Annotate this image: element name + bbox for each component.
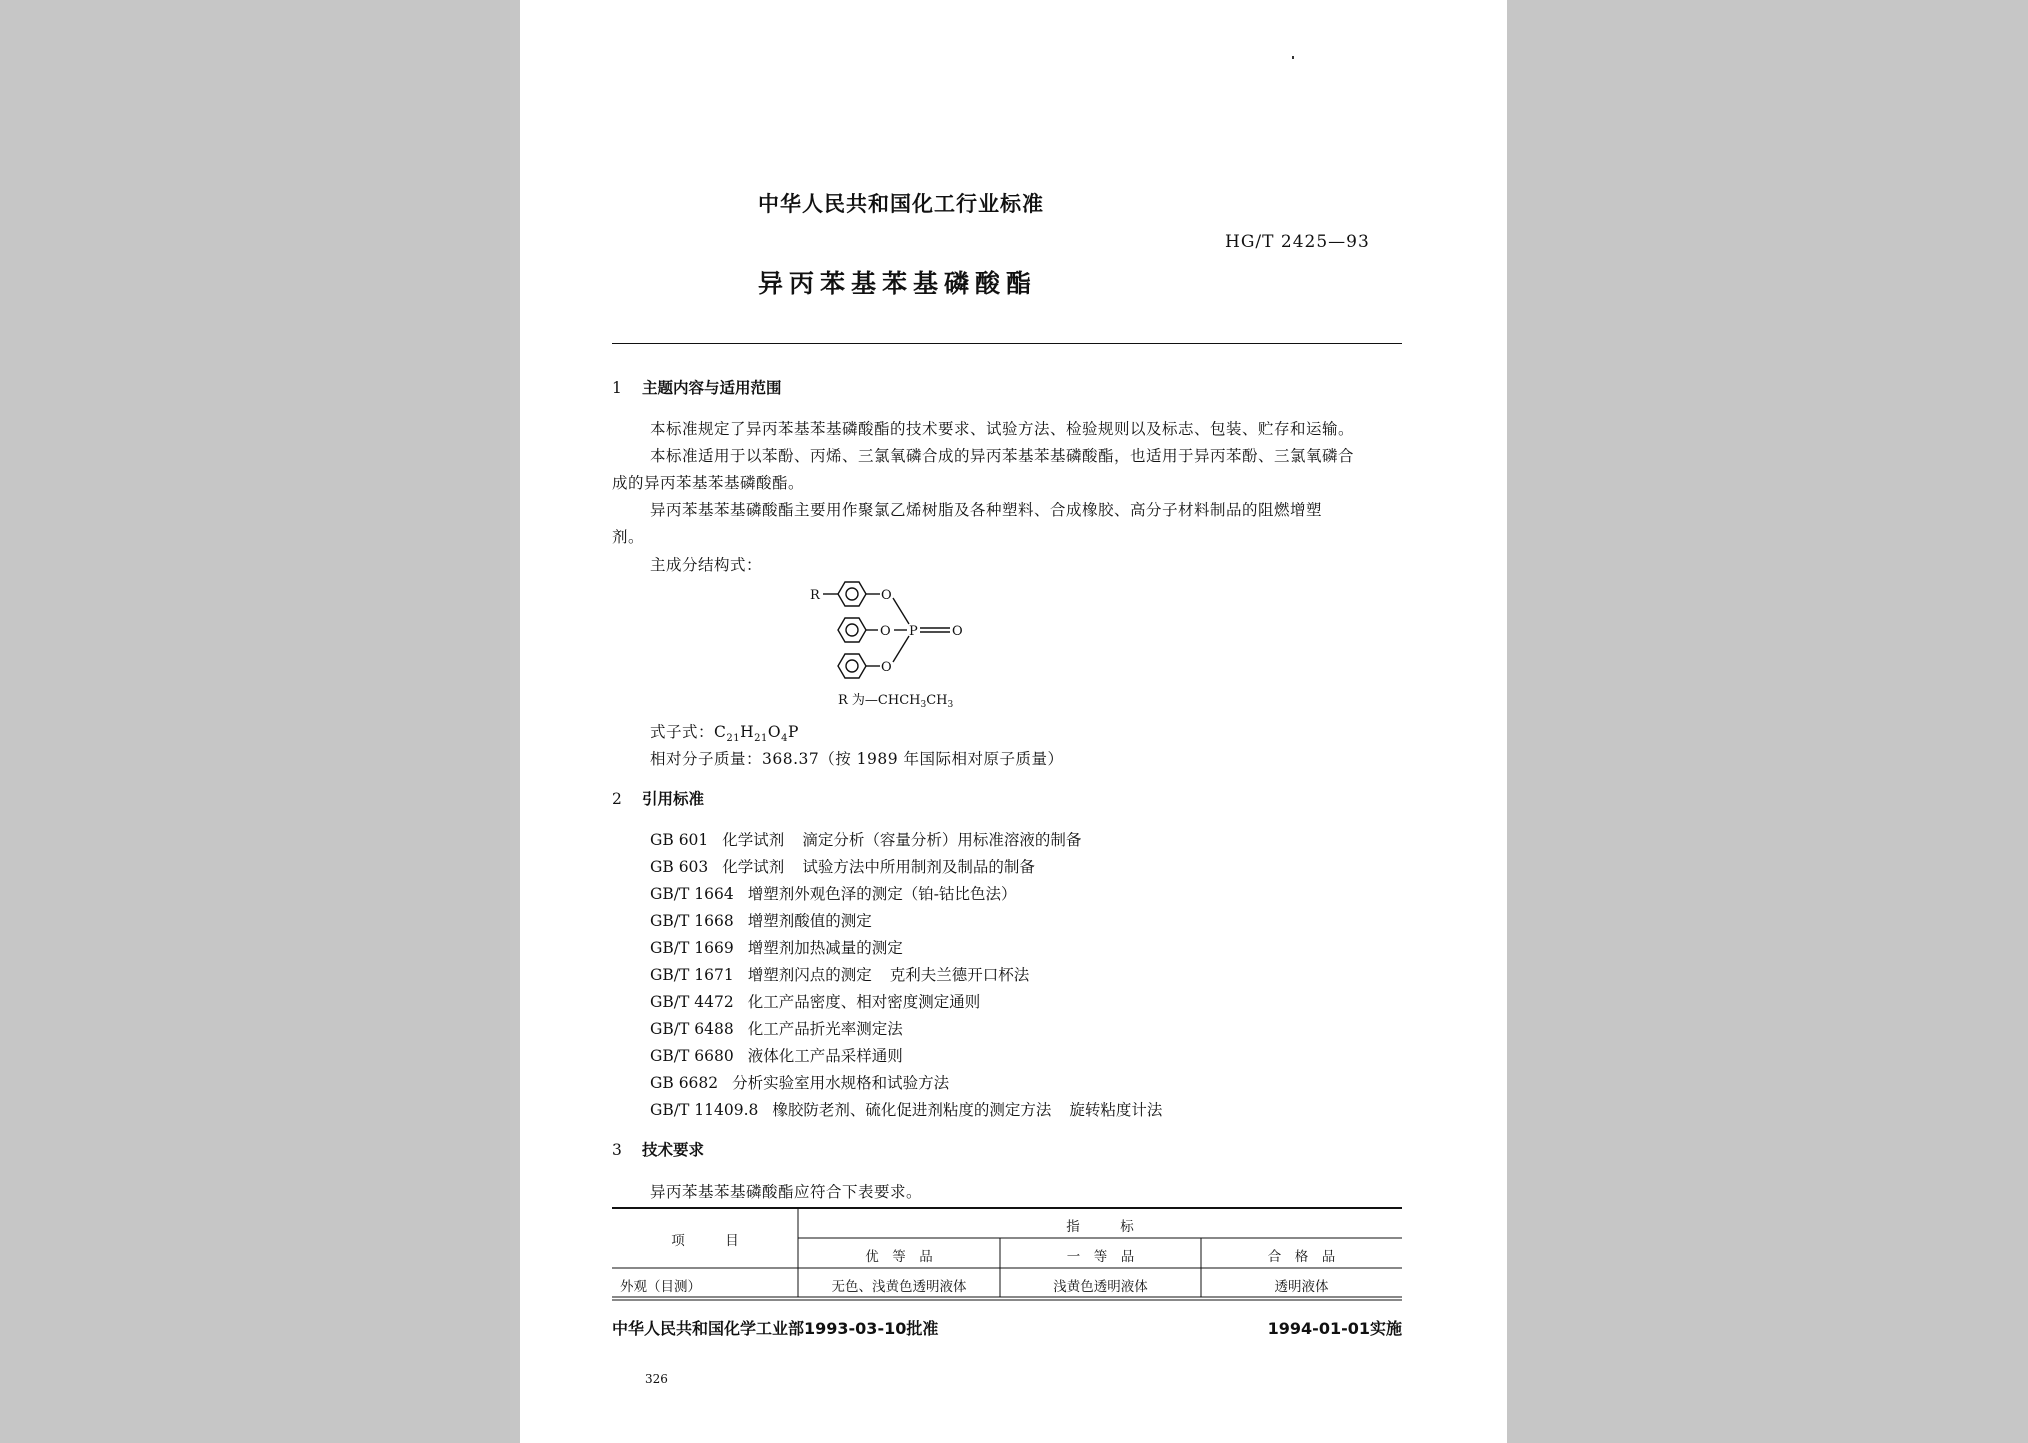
- molecular-formula: 式子式：$C_{21}H_{21}O_4P$: [650, 723, 799, 745]
- section-title: 主题内容与适用范围: [642, 378, 782, 397]
- table-intro: 异丙苯基苯基磷酸酯应符合下表要求。: [650, 1183, 923, 1201]
- table-header-item: 项 目: [671, 1233, 739, 1249]
- table-header-grade: 一 等 品: [1066, 1249, 1135, 1265]
- paragraph: 本标准规定了异丙苯基苯基磷酸酯的技术要求、试验方法、检验规则以及标志、包装、贮存和运输。: [650, 420, 1355, 438]
- oxygen-label: O: [881, 660, 892, 675]
- standard-number: HG/T 2425—93: [1225, 232, 1370, 252]
- table-cell-value: 浅黄色透明液体: [1053, 1279, 1148, 1295]
- paragraph: 异丙苯基苯基磷酸酯主要用作聚氯乙烯树脂及各种塑料、合成橡胶、高分子材料制品的阻燃增塑: [650, 501, 1323, 519]
- page-number: 326: [645, 1372, 668, 1386]
- document-title: 异丙苯基苯基磷酸酯: [758, 269, 1038, 298]
- reference-item: GB/T 6488 化工产品折光率测定法: [650, 1020, 903, 1038]
- reference-item: GB/T 4472 化工产品密度、相对密度测定通则: [650, 993, 981, 1011]
- table-header-grade: 合 格 品: [1267, 1249, 1336, 1265]
- reference-item: GB 6682 分析实验室用水规格和试验方法: [650, 1074, 950, 1092]
- effective-date: 1994-01-01实施: [1267, 1319, 1402, 1338]
- benzene-ring-1: [838, 582, 866, 606]
- section-number: 3: [612, 1141, 622, 1159]
- scan-speck: [1292, 56, 1294, 59]
- r-definition: R 为$—CHCH_3CH_3$: [838, 693, 954, 710]
- r-group-label: R: [810, 588, 820, 603]
- reference-item: GB 603 化学试剂 试验方法中所用制剂及制品的制备: [650, 858, 1035, 876]
- table-cell-item: 外观（目测）: [620, 1279, 701, 1295]
- reference-item: GB/T 11409.8 橡胶防老剂、硫化促进剂粘度的测定方法 旋转粘度计法: [650, 1101, 1163, 1119]
- section-number: 1: [612, 379, 622, 397]
- structural-formula: [810, 572, 1010, 712]
- document-page: [520, 0, 1507, 1443]
- table-header-grade: 优 等 品: [865, 1249, 933, 1265]
- benzene-ring-3: [838, 654, 866, 678]
- header-rule: [612, 343, 1402, 344]
- reference-item: GB/T 1664 增塑剂外观色泽的测定（铂-钴比色法）: [650, 885, 1017, 903]
- issuing-organization: 中华人民共和国化工行业标准: [758, 191, 1044, 216]
- section-number: 2: [612, 790, 622, 808]
- paragraph: 本标准适用于以苯酚、丙烯、三氯氧磷合成的异丙苯基苯基磷酸酯，也适用于异丙苯酚、三氯氧磷合: [650, 447, 1355, 465]
- section-3-heading: [612, 1138, 704, 1160]
- approval-note: 中华人民共和国化学工业部1993-03-10批准: [612, 1319, 939, 1338]
- requirements-table: [612, 1207, 1402, 1301]
- structure-label: 主成分结构式：: [650, 556, 763, 574]
- molecular-mass: 相对分子质量：368.37（按 1989 年国际相对原子质量）: [650, 750, 1064, 768]
- section-title: 引用标准: [642, 789, 705, 808]
- benzene-ring-2: [838, 618, 866, 642]
- oxygen-label: O: [881, 588, 892, 603]
- table-cell-value: 透明液体: [1274, 1279, 1329, 1295]
- reference-item: GB/T 1668 增塑剂酸值的测定: [650, 912, 872, 930]
- oxygen-label: O: [952, 624, 963, 639]
- table-cell-value: 无色、浅黄色透明液体: [831, 1279, 967, 1295]
- reference-item: GB/T 1669 增塑剂加热减量的测定: [650, 939, 903, 957]
- reference-item: GB/T 6680 液体化工产品采样通则: [650, 1047, 903, 1065]
- oxygen-label: O: [880, 624, 891, 639]
- section-2-heading: [612, 787, 704, 809]
- reference-item: GB/T 1671 增塑剂闪点的测定 克利夫兰德开口杯法: [650, 966, 1030, 984]
- section-title: 技术要求: [642, 1140, 705, 1159]
- paragraph-continuation: 剂。: [612, 528, 645, 546]
- reference-item: GB 601 化学试剂 滴定分析（容量分析）用标准溶液的制备: [650, 831, 1082, 849]
- section-1-heading: [612, 376, 782, 398]
- phosphorus-label: P: [909, 624, 918, 639]
- table-header-index: 指 标: [1066, 1219, 1134, 1235]
- paragraph-continuation: 成的异丙苯基苯基磷酸酯。: [612, 474, 805, 492]
